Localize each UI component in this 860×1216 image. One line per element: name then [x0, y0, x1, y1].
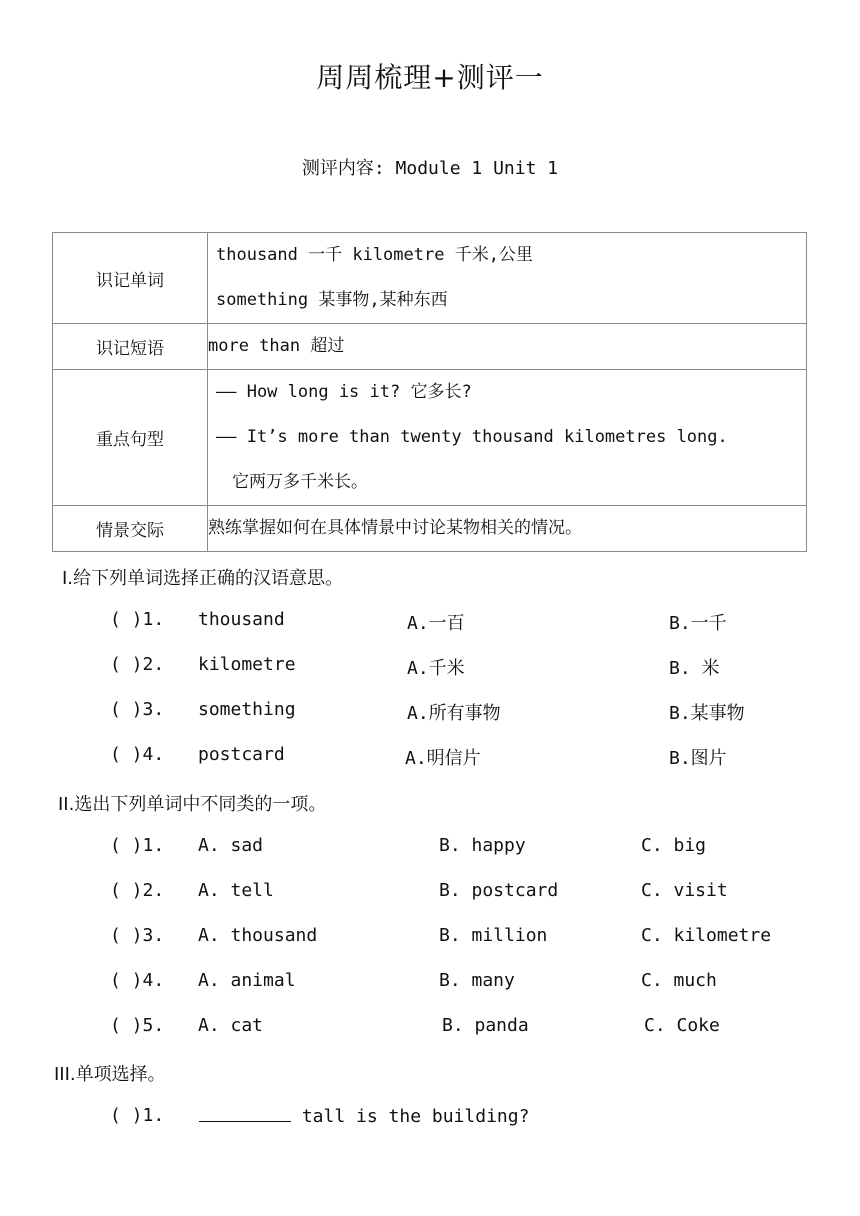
option-a: A. sad — [198, 835, 264, 856]
question-number: ( )3. — [110, 699, 165, 720]
question-number: ( )4. — [110, 744, 165, 765]
row-label: 识记单词 — [53, 233, 208, 324]
option-a: A. thousand — [198, 925, 318, 946]
section-3-heading: III.单项选择。 — [54, 1064, 166, 1085]
section-1-heading: I.给下列单词选择正确的汉语意思。 — [62, 568, 344, 589]
option-b: B. many — [439, 970, 515, 991]
option-c: C. big — [641, 835, 707, 856]
option-c: C. visit — [641, 880, 728, 901]
content-line: 它两万多千米长。 — [232, 472, 368, 492]
option-b: B.一千 — [669, 613, 727, 634]
question-word: thousand — [198, 609, 285, 630]
option-b: B. panda — [442, 1015, 529, 1036]
content-line: —— How long is it? 它多长? — [216, 382, 472, 402]
option-a: A. tell — [198, 880, 274, 901]
section-2-heading: II.选出下列单词中不同类的一项。 — [58, 794, 327, 815]
summary-row — [53, 233, 807, 324]
summary-table — [52, 232, 807, 552]
row-content — [208, 506, 807, 552]
content-line: something 某事物,某种东西 — [216, 290, 448, 310]
row-label: 识记短语 — [53, 324, 208, 370]
content-line: more than 超过 — [208, 336, 345, 356]
option-a: A.千米 — [407, 658, 465, 679]
option-a: A.所有事物 — [407, 703, 501, 724]
row-label: 重点句型 — [53, 370, 208, 506]
question-number: ( )1. — [110, 1105, 165, 1126]
summary-row — [53, 324, 807, 370]
option-b: B.图片 — [669, 748, 727, 769]
row-content — [208, 324, 807, 370]
question-number: ( )1. — [110, 609, 165, 630]
option-b: B. million — [439, 925, 548, 946]
option-c: C. kilometre — [641, 925, 772, 946]
question-text: tall is the building? — [301, 1106, 530, 1127]
question-word: postcard — [198, 744, 285, 765]
answer-blank[interactable] — [199, 1105, 291, 1122]
content-line: 熟练掌握如何在具体情景中讨论某物相关的情况。 — [208, 518, 582, 538]
option-c: C. Coke — [644, 1015, 720, 1036]
option-b: B.某事物 — [669, 703, 745, 724]
question-number: ( )4. — [110, 970, 165, 991]
content-line: thousand 一千 kilometre 千米,公里 — [216, 245, 533, 265]
question-number: ( )3. — [110, 925, 165, 946]
option-b: B. 米 — [669, 658, 720, 679]
question-word: something — [198, 699, 296, 720]
row-content — [208, 233, 807, 324]
summary-row — [53, 506, 807, 552]
question-word: kilometre — [198, 654, 296, 675]
question-number: ( )2. — [110, 880, 165, 901]
option-b: B. postcard — [439, 880, 559, 901]
option-a: A. animal — [198, 970, 296, 991]
content-line: —— It’s more than twenty thousand kilometres long. — [216, 427, 728, 447]
question-number: ( )2. — [110, 654, 165, 675]
question-line — [199, 1105, 529, 1127]
page-title: 周周梳理+测评一 — [316, 61, 544, 94]
question-number: ( )5. — [110, 1015, 165, 1036]
summary-row — [53, 370, 807, 506]
option-a: A.明信片 — [405, 748, 481, 769]
page-subtitle: 测评内容: Module 1 Unit 1 — [301, 158, 559, 179]
option-c: C. much — [641, 970, 717, 991]
option-a: A.一百 — [407, 613, 465, 634]
row-content — [208, 370, 807, 506]
row-label: 情景交际 — [53, 506, 208, 552]
option-a: A. cat — [198, 1015, 264, 1036]
option-b: B. happy — [439, 835, 526, 856]
question-number: ( )1. — [110, 835, 165, 856]
